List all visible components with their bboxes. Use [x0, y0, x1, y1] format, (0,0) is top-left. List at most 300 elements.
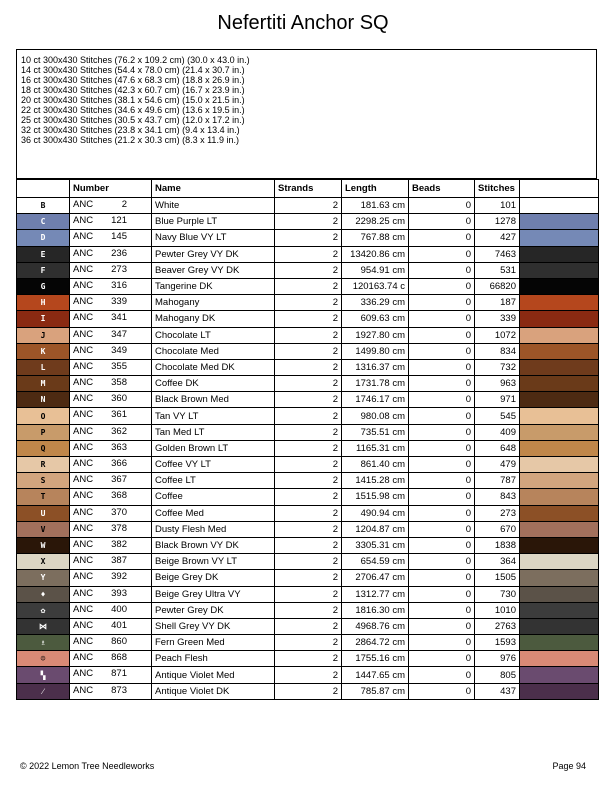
beads-cell: 0: [409, 214, 475, 230]
strands-cell: 2: [275, 570, 342, 586]
symbol-cell: H: [17, 295, 70, 311]
thread-name-cell: Dusty Flesh Med: [152, 521, 275, 537]
thread-number: 349: [111, 344, 127, 356]
thread-number: 145: [111, 231, 127, 243]
length-cell: 609.63 cm: [342, 311, 409, 327]
thread-brand: ANC: [73, 296, 94, 308]
stitches-cell: 805: [475, 667, 520, 683]
color-swatch: [520, 570, 599, 586]
strands-cell: 2: [275, 230, 342, 246]
symbol-cell: R: [17, 457, 70, 473]
beads-cell: 0: [409, 359, 475, 375]
thread-name-cell: Blue Purple LT: [152, 214, 275, 230]
strands-cell: 2: [275, 457, 342, 473]
stitches-cell: 66820: [475, 278, 520, 294]
thread-number-cell: [70, 683, 152, 699]
strands-cell: 2: [275, 651, 342, 667]
stitches-cell: 1838: [475, 537, 520, 553]
thread-brand: ANC: [73, 636, 94, 648]
thread-name-cell: Mahogany: [152, 295, 275, 311]
stitches-cell: 409: [475, 424, 520, 440]
thread-brand: ANC: [73, 587, 94, 599]
fabric-size-line: 14 ct 300x430 Stitches (54.4 x 78.0 cm) (21.4 x 30.7 in.): [21, 65, 245, 75]
thread-name-cell: Antique Violet Med: [152, 667, 275, 683]
fabric-size-line: 36 ct 300x430 Stitches (21.2 x 30.3 cm) (8.3 x 11.9 in.): [21, 135, 239, 145]
thread-number-cell: [70, 570, 152, 586]
thread-number: 236: [111, 247, 127, 259]
table-row: [17, 667, 599, 683]
color-swatch: [520, 262, 599, 278]
strands-cell: 2: [275, 278, 342, 294]
color-swatch: [520, 667, 599, 683]
thread-number-cell: [70, 230, 152, 246]
color-swatch: [520, 586, 599, 602]
color-swatch: [520, 408, 599, 424]
stitches-cell: 545: [475, 408, 520, 424]
thread-brand: ANC: [73, 425, 94, 437]
stitches-cell: 427: [475, 230, 520, 246]
length-cell: 1927.80 cm: [342, 327, 409, 343]
thread-number: 367: [111, 474, 127, 486]
length-cell: 1499.80 cm: [342, 343, 409, 359]
symbol-cell: T: [17, 489, 70, 505]
strands-cell: 2: [275, 343, 342, 359]
stitches-cell: 670: [475, 521, 520, 537]
stitches-cell: 531: [475, 262, 520, 278]
thread-number: 860: [111, 636, 127, 648]
strands-cell: 2: [275, 554, 342, 570]
symbol-cell: N: [17, 392, 70, 408]
table-row: [17, 262, 599, 278]
thread-number-cell: [70, 635, 152, 651]
symbol-cell: S: [17, 473, 70, 489]
thread-number-cell: [70, 554, 152, 570]
stitches-cell: 1593: [475, 635, 520, 651]
color-swatch: [520, 230, 599, 246]
thread-number: 868: [111, 652, 127, 664]
table-row: [17, 408, 599, 424]
strands-cell: 2: [275, 505, 342, 521]
symbol-cell: I: [17, 311, 70, 327]
symbol-cell: O: [17, 408, 70, 424]
color-swatch: [520, 537, 599, 553]
beads-cell: 0: [409, 230, 475, 246]
symbol-cell: ✿: [17, 602, 70, 618]
stitches-cell: 648: [475, 440, 520, 456]
symbol-cell: X: [17, 554, 70, 570]
thread-number-cell: [70, 618, 152, 634]
color-swatch: [520, 473, 599, 489]
thread-number: 355: [111, 360, 127, 372]
fabric-size-line: 16 ct 300x430 Stitches (47.6 x 68.3 cm) (18.8 x 26.9 in.): [21, 75, 245, 85]
thread-number: 341: [111, 312, 127, 324]
symbol-cell: L: [17, 359, 70, 375]
color-swatch: [520, 343, 599, 359]
table-row: [17, 376, 599, 392]
stitches-cell: 479: [475, 457, 520, 473]
beads-cell: 0: [409, 667, 475, 683]
thread-brand: ANC: [73, 522, 94, 534]
thread-number-cell: [70, 424, 152, 440]
fabric-size-line: 10 ct 300x430 Stitches (76.2 x 109.2 cm) (30.0 x 43.0 in.): [21, 55, 250, 65]
thread-name-cell: Fern Green Med: [152, 635, 275, 651]
table-row: [17, 246, 599, 262]
length-cell: 861.40 cm: [342, 457, 409, 473]
color-swatch: [520, 635, 599, 651]
thread-number-cell: [70, 246, 152, 262]
strands-cell: 2: [275, 635, 342, 651]
thread-number: 316: [111, 279, 127, 291]
length-cell: 980.08 cm: [342, 408, 409, 424]
thread-name-cell: Beige Brown VY LT: [152, 554, 275, 570]
length-cell: 2864.72 cm: [342, 635, 409, 651]
fabric-size-line: 25 ct 300x430 Stitches (30.5 x 43.7 cm) (12.0 x 17.2 in.): [21, 115, 245, 125]
thread-number-cell: [70, 602, 152, 618]
thread-name-cell: Coffee Med: [152, 505, 275, 521]
thread-name-cell: Navy Blue VY LT: [152, 230, 275, 246]
header-name: Name: [152, 180, 275, 198]
table-row: [17, 586, 599, 602]
thread-number: 400: [111, 603, 127, 615]
strands-cell: 2: [275, 408, 342, 424]
thread-name-cell: Mahogany DK: [152, 311, 275, 327]
table-row: [17, 327, 599, 343]
length-cell: 3305.31 cm: [342, 537, 409, 553]
stitches-cell: 2763: [475, 618, 520, 634]
length-cell: 181.63 cm: [342, 198, 409, 214]
table-row: [17, 505, 599, 521]
table-row: [17, 230, 599, 246]
thread-number-cell: [70, 440, 152, 456]
color-swatch: [520, 651, 599, 667]
thread-number: 873: [111, 684, 127, 696]
stitches-cell: 787: [475, 473, 520, 489]
thread-brand: ANC: [73, 490, 94, 502]
thread-brand: ANC: [73, 247, 94, 259]
thread-number-cell: [70, 327, 152, 343]
color-swatch: [520, 278, 599, 294]
table-row: [17, 602, 599, 618]
thread-brand: ANC: [73, 506, 94, 518]
beads-cell: 0: [409, 408, 475, 424]
thread-brand: ANC: [73, 571, 94, 583]
thread-brand: ANC: [73, 409, 94, 421]
thread-number-cell: [70, 537, 152, 553]
stitches-cell: 971: [475, 392, 520, 408]
header-stitches: Stitches: [475, 180, 520, 198]
strands-cell: 2: [275, 521, 342, 537]
color-swatch: [520, 198, 599, 214]
stitches-cell: 834: [475, 343, 520, 359]
symbol-cell: P: [17, 424, 70, 440]
beads-cell: 0: [409, 537, 475, 553]
table-row: [17, 651, 599, 667]
thread-name-cell: Black Brown Med: [152, 392, 275, 408]
thread-name-cell: Shell Grey VY DK: [152, 618, 275, 634]
beads-cell: 0: [409, 505, 475, 521]
thread-number-cell: [70, 667, 152, 683]
thread-name-cell: Beige Grey DK: [152, 570, 275, 586]
strands-cell: 2: [275, 359, 342, 375]
length-cell: 1316.37 cm: [342, 359, 409, 375]
table-row: [17, 683, 599, 699]
color-swatch: [520, 376, 599, 392]
color-swatch: [520, 618, 599, 634]
thread-number: 361: [111, 409, 127, 421]
thread-name-cell: Coffee VY LT: [152, 457, 275, 473]
thread-number-cell: [70, 489, 152, 505]
symbol-cell: V: [17, 521, 70, 537]
color-swatch: [520, 440, 599, 456]
table-row: [17, 570, 599, 586]
thread-name-cell: Pewter Grey VY DK: [152, 246, 275, 262]
thread-number-cell: [70, 586, 152, 602]
thread-number: 2: [121, 199, 127, 210]
thread-number: 347: [111, 328, 127, 340]
length-cell: 654.59 cm: [342, 554, 409, 570]
beads-cell: 0: [409, 392, 475, 408]
thread-number: 401: [111, 619, 127, 631]
beads-cell: 0: [409, 521, 475, 537]
strands-cell: 2: [275, 198, 342, 214]
header-number: Number: [70, 180, 152, 198]
color-swatch: [520, 683, 599, 699]
thread-brand: ANC: [73, 393, 94, 405]
length-cell: 735.51 cm: [342, 424, 409, 440]
table-row: [17, 198, 599, 214]
table-row: [17, 311, 599, 327]
thread-number: 871: [111, 668, 127, 680]
table-header-row: [17, 180, 599, 198]
stitches-cell: 843: [475, 489, 520, 505]
header-beads: Beads: [409, 180, 475, 198]
strands-cell: 2: [275, 262, 342, 278]
beads-cell: 0: [409, 586, 475, 602]
fabric-size-line: 18 ct 300x430 Stitches (42.3 x 60.7 cm) (16.7 x 23.9 in.): [21, 85, 245, 95]
thread-number-cell: [70, 343, 152, 359]
thread-number-cell: [70, 392, 152, 408]
color-swatch: [520, 246, 599, 262]
thread-brand: ANC: [73, 619, 94, 631]
thread-number-cell: [70, 214, 152, 230]
strands-cell: 2: [275, 618, 342, 634]
symbol-cell: U: [17, 505, 70, 521]
thread-legend-table: [16, 179, 599, 700]
beads-cell: 0: [409, 262, 475, 278]
thread-number-cell: [70, 408, 152, 424]
length-cell: 767.88 cm: [342, 230, 409, 246]
thread-number-cell: [70, 505, 152, 521]
strands-cell: 2: [275, 489, 342, 505]
stitches-cell: 187: [475, 295, 520, 311]
table-row: [17, 521, 599, 537]
thread-brand: ANC: [73, 458, 94, 469]
thread-brand: ANC: [73, 279, 94, 291]
symbol-cell: E: [17, 246, 70, 262]
beads-cell: 0: [409, 424, 475, 440]
strands-cell: 2: [275, 473, 342, 489]
thread-number-cell: [70, 473, 152, 489]
page-number: Page 94: [552, 761, 586, 771]
thread-name-cell: Peach Flesh: [152, 651, 275, 667]
thread-name-cell: Coffee DK: [152, 376, 275, 392]
beads-cell: 0: [409, 602, 475, 618]
table-row: [17, 473, 599, 489]
stitches-cell: 1505: [475, 570, 520, 586]
table-row: [17, 424, 599, 440]
header-length: Length: [342, 180, 409, 198]
table-row: [17, 457, 599, 473]
beads-cell: 0: [409, 473, 475, 489]
thread-number-cell: [70, 262, 152, 278]
thread-number: 121: [111, 215, 127, 227]
thread-name-cell: Antique Violet DK: [152, 683, 275, 699]
thread-number: 393: [111, 587, 127, 599]
length-cell: 1165.31 cm: [342, 440, 409, 456]
beads-cell: 0: [409, 635, 475, 651]
table-row: [17, 295, 599, 311]
thread-name-cell: Chocolate Med DK: [152, 359, 275, 375]
strands-cell: 2: [275, 327, 342, 343]
thread-name-cell: Chocolate LT: [152, 327, 275, 343]
thread-number: 360: [111, 393, 127, 405]
strands-cell: 2: [275, 586, 342, 602]
table-row: [17, 359, 599, 375]
symbol-cell: F: [17, 262, 70, 278]
color-swatch: [520, 327, 599, 343]
color-swatch: [520, 505, 599, 521]
color-swatch: [520, 489, 599, 505]
thread-number-cell: [70, 198, 152, 214]
symbol-cell: ♗: [17, 635, 70, 651]
stitches-cell: 732: [475, 359, 520, 375]
beads-cell: 0: [409, 683, 475, 699]
stitches-cell: 1010: [475, 602, 520, 618]
length-cell: 336.29 cm: [342, 295, 409, 311]
strands-cell: 2: [275, 602, 342, 618]
symbol-cell: W: [17, 537, 70, 553]
strands-cell: 2: [275, 424, 342, 440]
thread-brand: ANC: [73, 441, 94, 453]
copyright-text: © 2022 Lemon Tree Needleworks: [20, 761, 155, 771]
color-swatch: [520, 359, 599, 375]
strands-cell: 2: [275, 376, 342, 392]
length-cell: 2298.25 cm: [342, 214, 409, 230]
thread-name-cell: Beige Grey Ultra VY: [152, 586, 275, 602]
thread-number-cell: [70, 651, 152, 667]
symbol-cell: ♦: [17, 586, 70, 602]
thread-number: 387: [111, 555, 127, 567]
thread-number: 378: [111, 522, 127, 534]
thread-number: 392: [111, 571, 127, 583]
stitches-cell: 339: [475, 311, 520, 327]
beads-cell: 0: [409, 376, 475, 392]
table-row: [17, 278, 599, 294]
thread-brand: ANC: [73, 555, 94, 567]
thread-brand: ANC: [73, 377, 94, 389]
strands-cell: 2: [275, 537, 342, 553]
length-cell: 4968.76 cm: [342, 618, 409, 634]
length-cell: 785.87 cm: [342, 683, 409, 699]
header-symbol: [17, 180, 70, 198]
table-row: [17, 618, 599, 634]
symbol-cell: Q: [17, 440, 70, 456]
beads-cell: 0: [409, 457, 475, 473]
beads-cell: 0: [409, 327, 475, 343]
stitches-cell: 976: [475, 651, 520, 667]
thread-name-cell: Beaver Grey VY DK: [152, 262, 275, 278]
symbol-cell: B: [17, 198, 70, 214]
thread-brand: ANC: [73, 263, 94, 275]
color-swatch: [520, 602, 599, 618]
length-cell: 1447.65 cm: [342, 667, 409, 683]
table-row: [17, 635, 599, 651]
length-cell: 1755.16 cm: [342, 651, 409, 667]
strands-cell: 2: [275, 246, 342, 262]
length-cell: 1204.87 cm: [342, 521, 409, 537]
length-cell: 2706.47 cm: [342, 570, 409, 586]
stitches-cell: 101: [475, 198, 520, 214]
thread-brand: ANC: [73, 603, 94, 615]
thread-name-cell: Tan Med LT: [152, 424, 275, 440]
length-cell: 120163.74 c: [342, 278, 409, 294]
symbol-cell: C: [17, 214, 70, 230]
color-swatch: [520, 214, 599, 230]
table-row: [17, 537, 599, 553]
thread-number: 362: [111, 425, 127, 437]
length-cell: 1731.78 cm: [342, 376, 409, 392]
header-strands: Strands: [275, 180, 342, 198]
beads-cell: 0: [409, 440, 475, 456]
strands-cell: 2: [275, 683, 342, 699]
color-swatch: [520, 392, 599, 408]
thread-name-cell: Chocolate Med: [152, 343, 275, 359]
strands-cell: 2: [275, 440, 342, 456]
page-title: Nefertiti Anchor SQ: [217, 12, 389, 34]
thread-number-cell: [70, 311, 152, 327]
thread-brand: ANC: [73, 344, 94, 356]
thread-brand: ANC: [73, 215, 94, 227]
thread-number: 273: [111, 263, 127, 275]
fabric-size-line: 20 ct 300x430 Stitches (38.1 x 54.6 cm) (15.0 x 21.5 in.): [21, 95, 245, 105]
color-swatch: [520, 521, 599, 537]
table-row: [17, 489, 599, 505]
thread-brand: ANC: [73, 360, 94, 372]
thread-brand: ANC: [73, 328, 94, 340]
length-cell: 1816.30 cm: [342, 602, 409, 618]
length-cell: 1746.17 cm: [342, 392, 409, 408]
beads-cell: 0: [409, 198, 475, 214]
thread-name-cell: Pewter Grey DK: [152, 602, 275, 618]
strands-cell: 2: [275, 311, 342, 327]
stitches-cell: 7463: [475, 246, 520, 262]
table-row: [17, 392, 599, 408]
symbol-cell: ⋈: [17, 618, 70, 634]
beads-cell: 0: [409, 343, 475, 359]
thread-number-cell: [70, 359, 152, 375]
thread-brand: ANC: [73, 312, 94, 324]
stitches-cell: 730: [475, 586, 520, 602]
thread-name-cell: Tangerine DK: [152, 278, 275, 294]
thread-name-cell: Black Brown VY DK: [152, 537, 275, 553]
beads-cell: 0: [409, 651, 475, 667]
strands-cell: 2: [275, 392, 342, 408]
fabric-size-line: 22 ct 300x430 Stitches (34.6 x 49.6 cm) (13.6 x 19.5 in.): [21, 105, 245, 115]
symbol-cell: G: [17, 278, 70, 294]
length-cell: 490.94 cm: [342, 505, 409, 521]
beads-cell: 0: [409, 278, 475, 294]
thread-number-cell: [70, 376, 152, 392]
